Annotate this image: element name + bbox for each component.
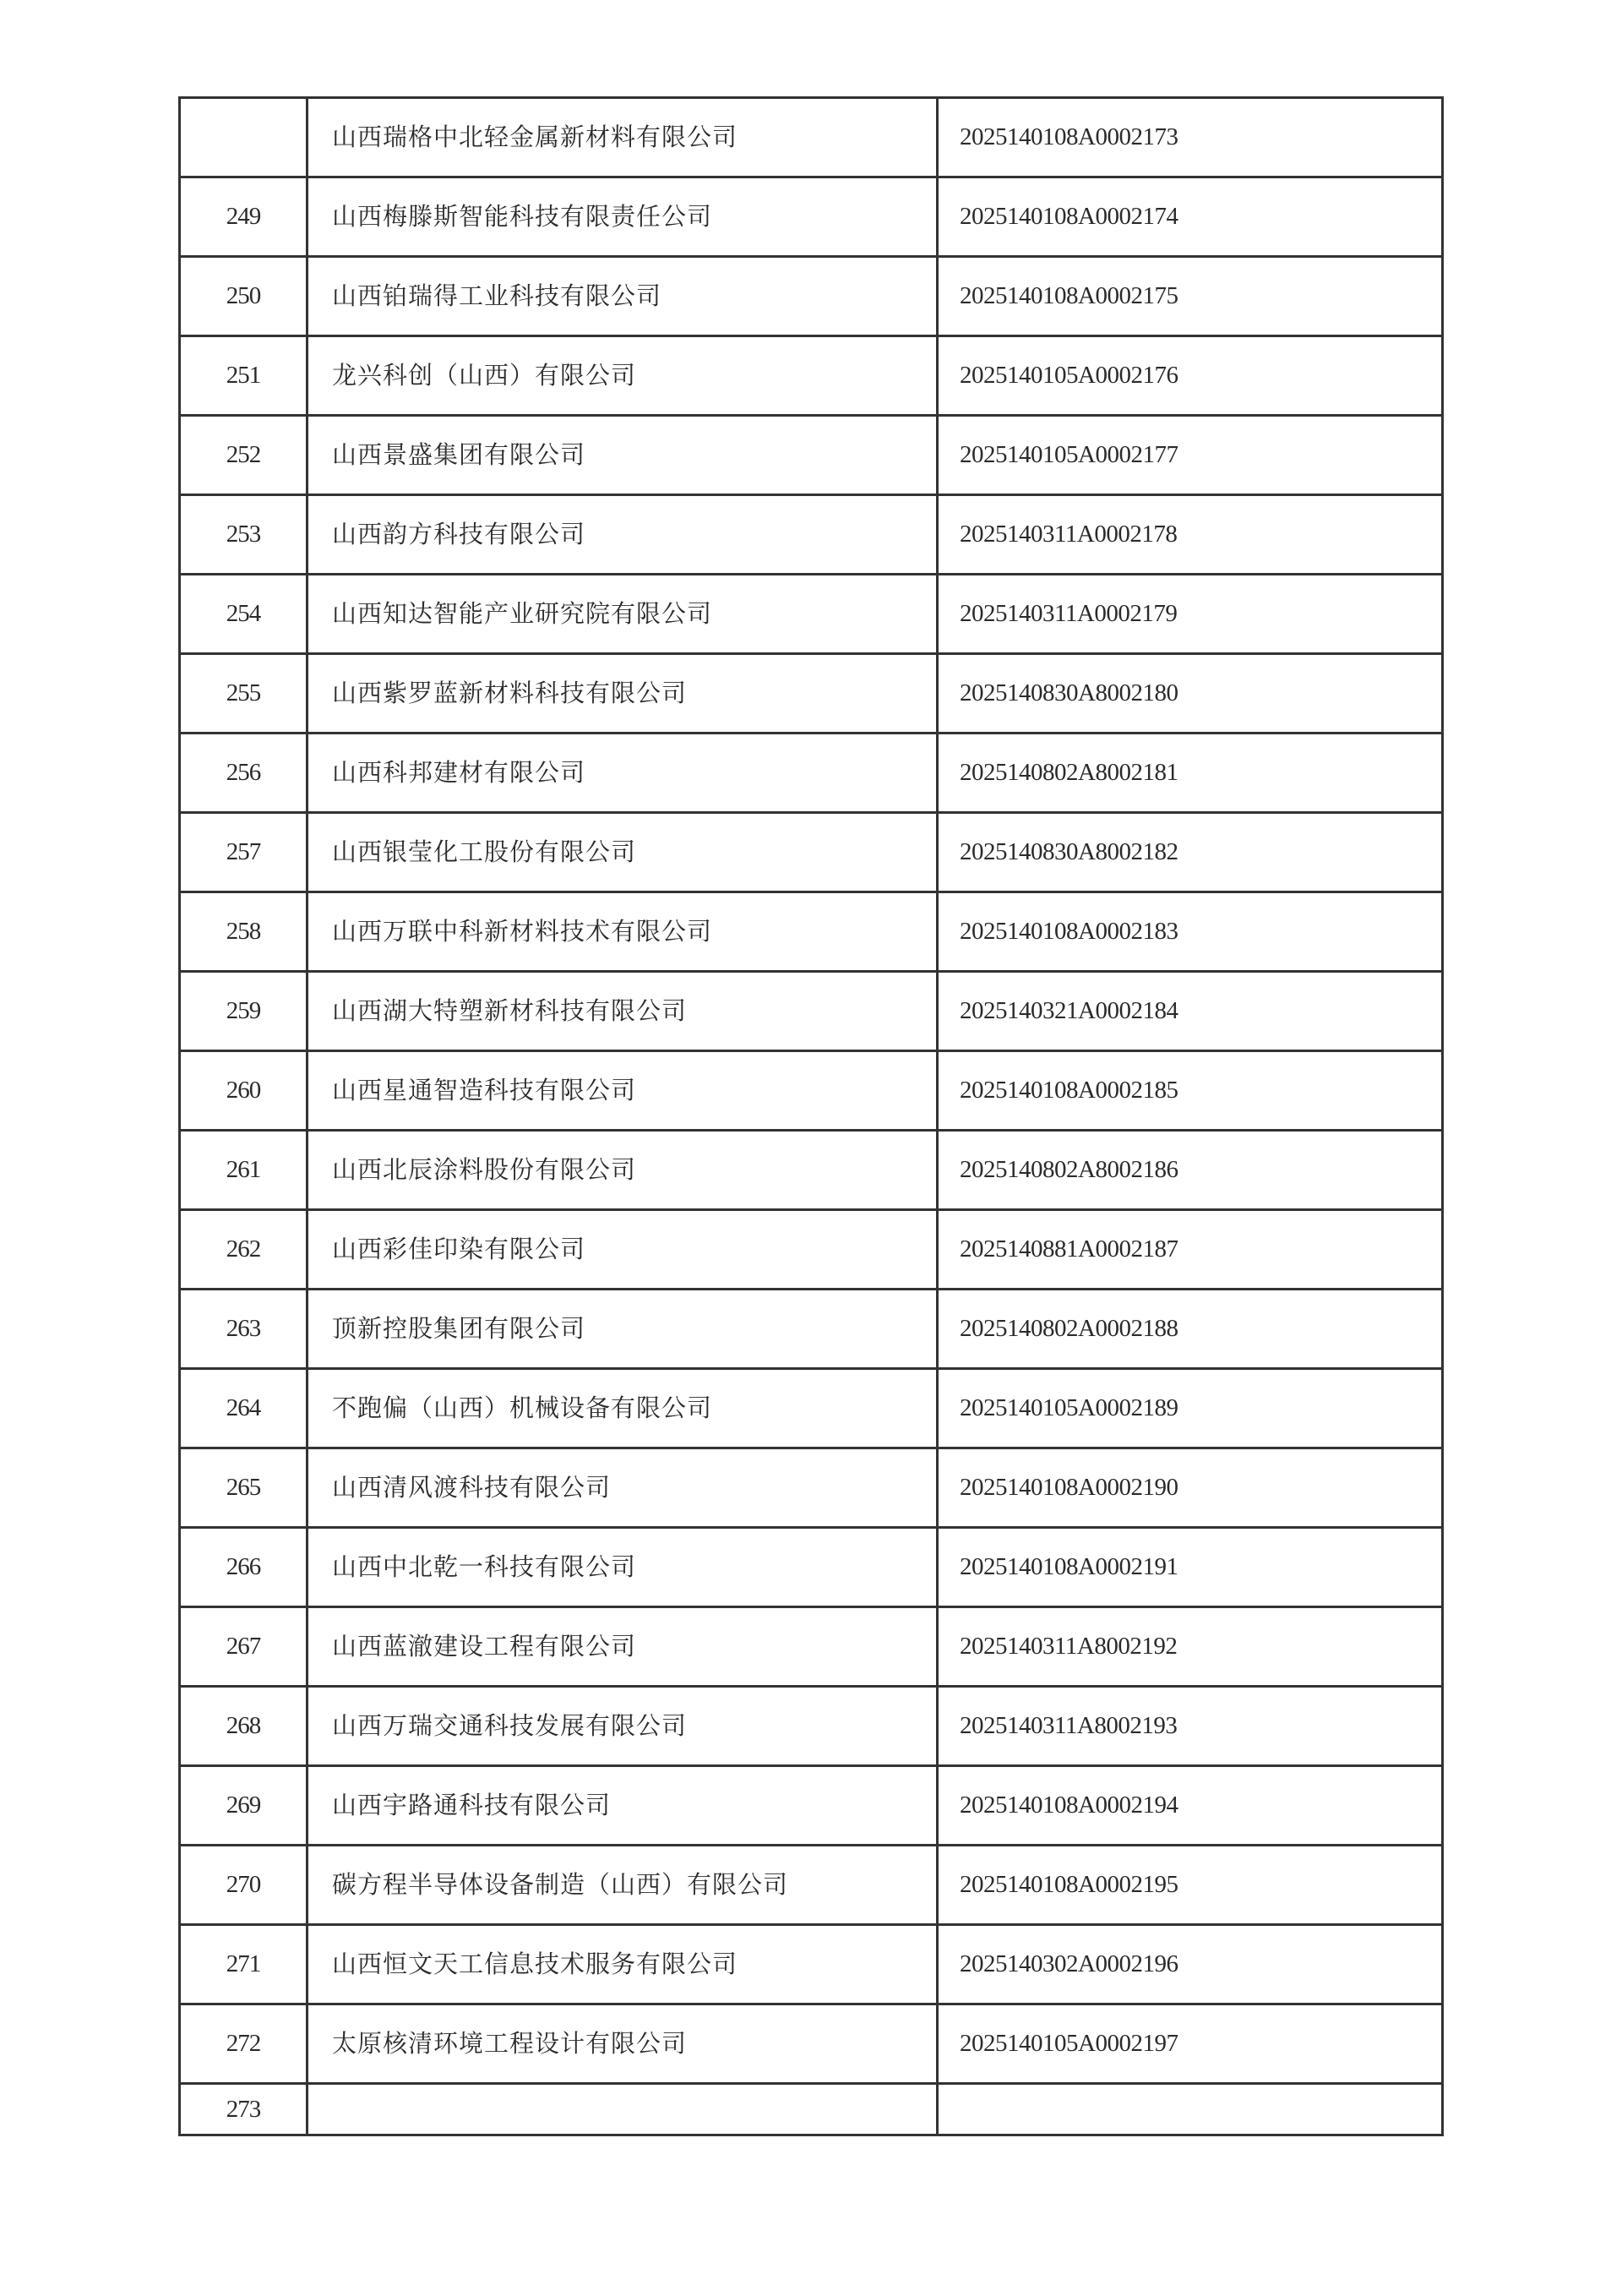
table-row — [180, 972, 1443, 1051]
table-row — [180, 2004, 1443, 2084]
table-row — [180, 98, 1443, 177]
row-number: 268 — [180, 1687, 308, 1766]
row-number: 260 — [180, 1051, 308, 1131]
company-name: 山西知达智能产业研究院有限公司 — [308, 575, 938, 654]
registration-code: 2025140302A0002196 — [938, 1925, 1443, 2004]
table-row — [180, 257, 1443, 336]
table-row — [180, 734, 1443, 813]
company-name: 山西蓝澈建设工程有限公司 — [308, 1607, 938, 1687]
row-number: 264 — [180, 1369, 308, 1448]
registration-code: 2025140881A0002187 — [938, 1210, 1443, 1290]
registration-code: 2025140311A0002179 — [938, 575, 1443, 654]
company-name: 山西湖大特塑新材科技有限公司 — [308, 972, 938, 1051]
company-name: 碳方程半导体设备制造（山西）有限公司 — [308, 1846, 938, 1925]
row-number: 252 — [180, 416, 308, 495]
registration-code — [938, 2084, 1443, 2135]
registration-code: 2025140108A0002191 — [938, 1528, 1443, 1607]
company-name: 山西紫罗蓝新材料科技有限公司 — [308, 654, 938, 734]
table-row — [180, 416, 1443, 495]
table-row — [180, 1290, 1443, 1369]
table-row — [180, 1687, 1443, 1766]
row-number: 259 — [180, 972, 308, 1051]
company-name: 山西彩佳印染有限公司 — [308, 1210, 938, 1290]
registration-code: 2025140802A8002181 — [938, 734, 1443, 813]
registration-code: 2025140321A0002184 — [938, 972, 1443, 1051]
table-row — [180, 575, 1443, 654]
registration-code: 2025140108A0002173 — [938, 98, 1443, 177]
row-number: 272 — [180, 2004, 308, 2084]
company-name: 山西科邦建材有限公司 — [308, 734, 938, 813]
company-name: 山西韵方科技有限公司 — [308, 495, 938, 575]
row-number — [180, 98, 308, 177]
table-row — [180, 336, 1443, 416]
table-row — [180, 1369, 1443, 1448]
row-number: 265 — [180, 1448, 308, 1528]
table-row — [180, 1051, 1443, 1131]
registration-code: 2025140108A0002194 — [938, 1766, 1443, 1846]
company-name: 山西恒文天工信息技术服务有限公司 — [308, 1925, 938, 2004]
table-row — [180, 1448, 1443, 1528]
row-number: 253 — [180, 495, 308, 575]
registration-code: 2025140108A0002185 — [938, 1051, 1443, 1131]
company-name — [308, 2084, 938, 2135]
company-name: 山西中北乾一科技有限公司 — [308, 1528, 938, 1607]
registration-code: 2025140108A0002183 — [938, 892, 1443, 972]
company-name: 山西星通智造科技有限公司 — [308, 1051, 938, 1131]
registration-code: 2025140108A0002190 — [938, 1448, 1443, 1528]
row-number: 257 — [180, 813, 308, 892]
row-number: 266 — [180, 1528, 308, 1607]
table-row — [180, 495, 1443, 575]
row-number: 256 — [180, 734, 308, 813]
registration-code: 2025140108A0002175 — [938, 257, 1443, 336]
registration-code: 2025140830A8002180 — [938, 654, 1443, 734]
row-number: 255 — [180, 654, 308, 734]
company-name: 山西万瑞交通科技发展有限公司 — [308, 1687, 938, 1766]
table-row — [180, 2084, 1443, 2135]
table-row — [180, 1607, 1443, 1687]
company-name: 山西瑞格中北轻金属新材料有限公司 — [308, 98, 938, 177]
company-name: 龙兴科创（山西）有限公司 — [308, 336, 938, 416]
table-row — [180, 1766, 1443, 1846]
row-number: 249 — [180, 177, 308, 257]
row-number: 261 — [180, 1131, 308, 1210]
company-name: 山西银莹化工股份有限公司 — [308, 813, 938, 892]
table-row — [180, 1131, 1443, 1210]
enterprise-list-table — [178, 96, 1444, 2136]
table-row — [180, 1210, 1443, 1290]
row-number: 269 — [180, 1766, 308, 1846]
row-number: 251 — [180, 336, 308, 416]
registration-code: 2025140311A8002193 — [938, 1687, 1443, 1766]
table-row — [180, 1528, 1443, 1607]
row-number: 271 — [180, 1925, 308, 2004]
registration-code: 2025140108A0002195 — [938, 1846, 1443, 1925]
table-row — [180, 654, 1443, 734]
row-number: 273 — [180, 2084, 308, 2135]
row-number: 250 — [180, 257, 308, 336]
registration-code: 2025140105A0002189 — [938, 1369, 1443, 1448]
registration-code: 2025140105A0002176 — [938, 336, 1443, 416]
company-name: 不跑偏（山西）机械设备有限公司 — [308, 1369, 938, 1448]
company-name: 山西宇路通科技有限公司 — [308, 1766, 938, 1846]
table-row — [180, 1925, 1443, 2004]
row-number: 270 — [180, 1846, 308, 1925]
table-row — [180, 892, 1443, 972]
row-number: 258 — [180, 892, 308, 972]
table-row — [180, 177, 1443, 257]
company-name: 山西北辰涂料股份有限公司 — [308, 1131, 938, 1210]
registration-code: 2025140108A0002174 — [938, 177, 1443, 257]
row-number: 262 — [180, 1210, 308, 1290]
table-row — [180, 813, 1443, 892]
company-name: 山西万联中科新材料技术有限公司 — [308, 892, 938, 972]
row-number: 254 — [180, 575, 308, 654]
registration-code: 2025140311A0002178 — [938, 495, 1443, 575]
registration-code: 2025140802A0002188 — [938, 1290, 1443, 1369]
registration-code: 2025140105A0002177 — [938, 416, 1443, 495]
company-name: 山西清风渡科技有限公司 — [308, 1448, 938, 1528]
table-row — [180, 1846, 1443, 1925]
row-number: 267 — [180, 1607, 308, 1687]
company-name: 山西梅滕斯智能科技有限责任公司 — [308, 177, 938, 257]
table-body — [180, 98, 1443, 2135]
company-name: 顶新控股集团有限公司 — [308, 1290, 938, 1369]
row-number: 263 — [180, 1290, 308, 1369]
company-name: 山西景盛集团有限公司 — [308, 416, 938, 495]
registration-code: 2025140105A0002197 — [938, 2004, 1443, 2084]
company-name: 太原核清环境工程设计有限公司 — [308, 2004, 938, 2084]
company-name: 山西铂瑞得工业科技有限公司 — [308, 257, 938, 336]
registration-code: 2025140802A8002186 — [938, 1131, 1443, 1210]
registration-code: 2025140830A8002182 — [938, 813, 1443, 892]
registration-code: 2025140311A8002192 — [938, 1607, 1443, 1687]
